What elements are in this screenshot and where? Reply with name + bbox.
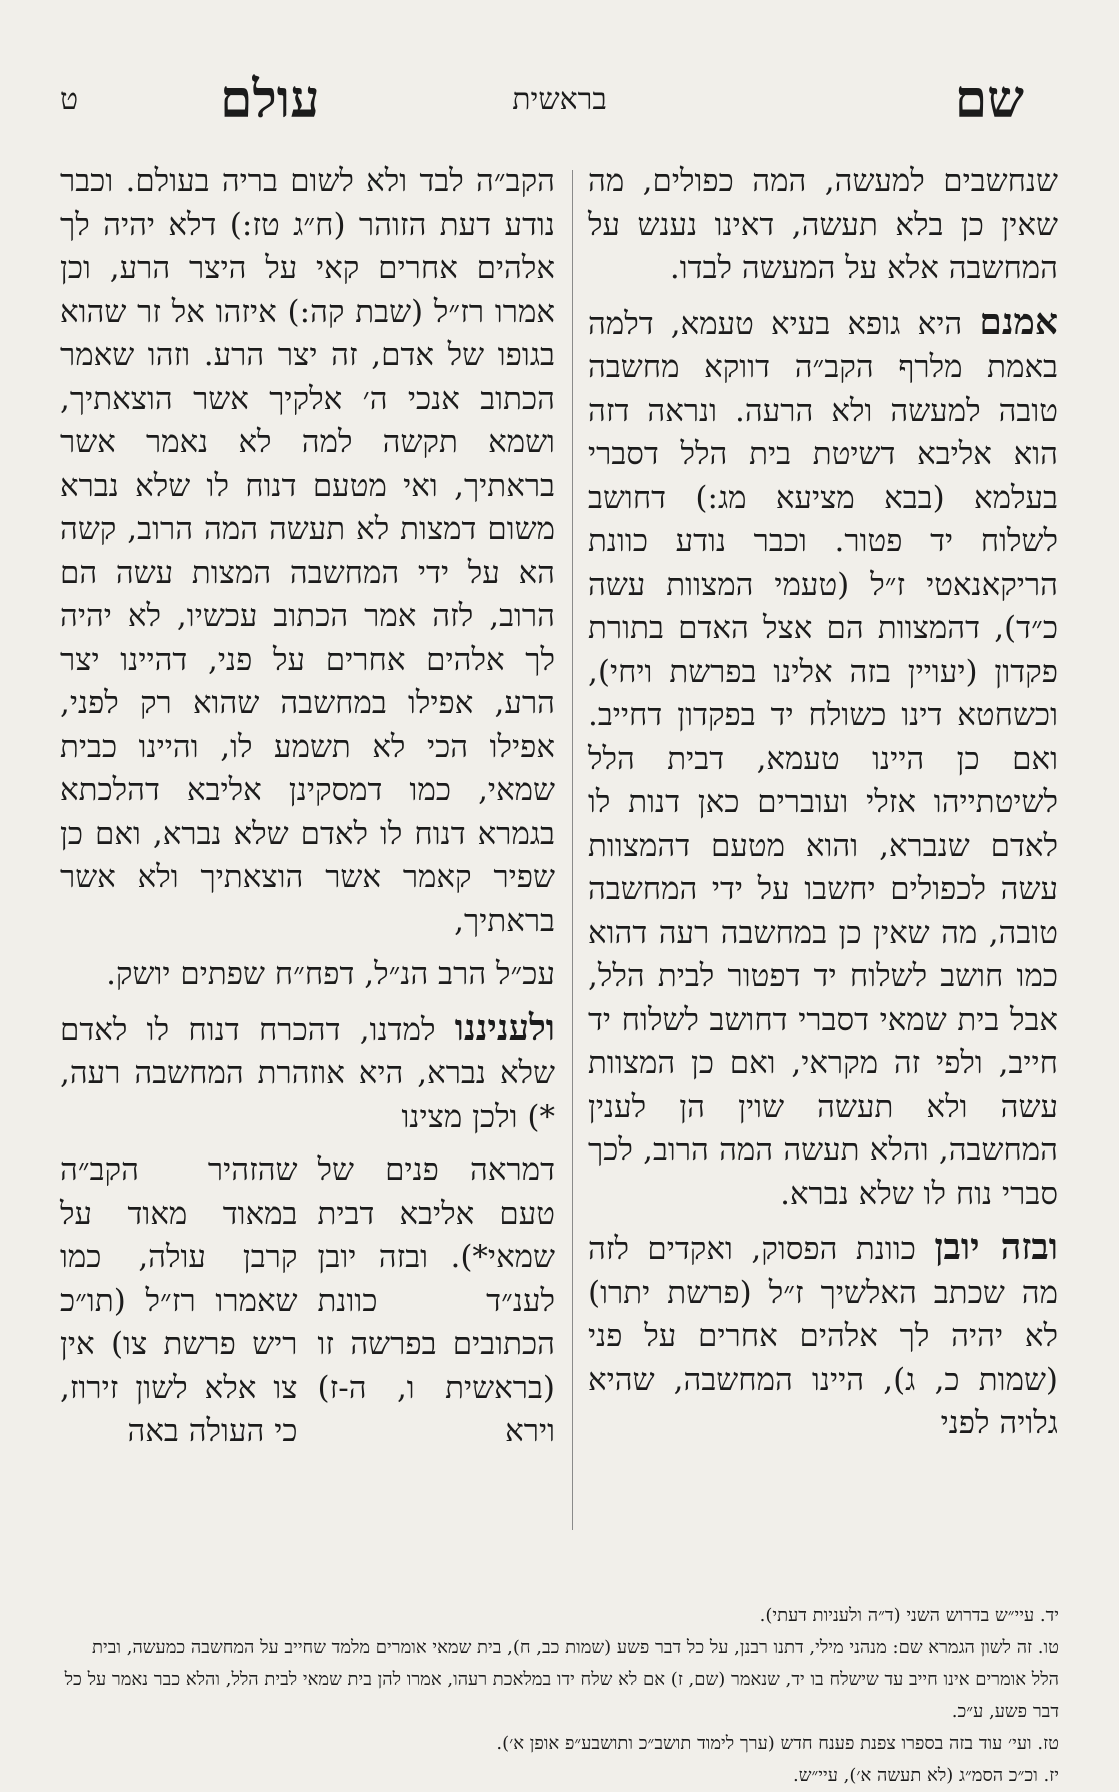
paragraph-lead-word: אמנם bbox=[979, 300, 1058, 343]
paragraph bbox=[588, 1226, 1058, 1446]
paragraph-closing: עכ״ל הרב הנ״ל, דפח״ח שפתים יושק. bbox=[106, 956, 555, 992]
paragraph bbox=[60, 1007, 555, 1140]
running-title-center: בראשית bbox=[512, 82, 607, 117]
left-text-column bbox=[60, 160, 555, 1454]
paragraph bbox=[588, 301, 1058, 1217]
paragraph: שנחשבים למעשה, המה כפולים, מה שאין כן בלא תעשה, דאינו נענש על המחשבה אלא על המעשה לבדו. bbox=[588, 163, 1058, 286]
subcolumn-right: דמראה פנים של טעם אליבא דבית שמאי*). ובזה יובן לענ״ד כוונת הכתובים בפרשה זו (בראשית ו, ה-ז) וירא bbox=[317, 1152, 555, 1449]
paragraph-text: היא גופא בעיא טעמא, דלמה באמת מלרף הקב״ה דווקא מחשבה טובה למעשה ולא הרעה. ונראה דזה הוא אליבא דשיטת בית הלל דסברי בעלמא (בבא מציעא מג:) דחושב לשלוח יד פטור. וכבר נודע כוונת הריקאנאטי ז״ל (טעמי המצוות עשה כ״ד), דהמצוות הם אצל האדם בתורת פקדון (יעויין בזה אלינו בפרשת ויחי), וכשחטא דינו כשולח יד בפקדון דחייב. ואם כן היינו טעמא, דבית הלל לשיטתייהו אזלי ועוברים כאן דנות לו לאדם שנברא, והוא מטעם דהמצוות עשה לכפולים יחשבו על ידי המחשבה טובה, מה שאין כן במחשבה רעה דהוא כמו חושב לשלוח יד דפטור לבית הלל, אבל בית שמאי דסברי דחושב לשלוח יד חייב, ולפי זה מקראי, ואם כן המצוות עשה ולא תעשה שוין הן לענין המחשבה, והלא תעשה המה הרוב, לכך סברי נוח לו שלא נברא. bbox=[588, 305, 1058, 1212]
running-title-left: עולם bbox=[220, 69, 320, 130]
paragraph: הקב״ה לבד ולא לשום בריה בעולם. וכבר נודע דעת הזוהר (ח״ג טז:) דלא יהיה לך אלהים אחרים קאי על היצר הרע, וכן אמרו רז״ל (שבת קה:) איזהו אל זר שהוא בגופו של אדם, זה יצר הרע. וזהו שאמר הכתוב אנכי ה׳ אלקיך אשר הוצאתיך, ושמא תקשה למה לא נאמר אשר בראתיך, ואי מטעם דנוח לו שלא נברא משום דמצות לא תעשה המה הרוב, קשה הא על ידי המחשבה המצות עשה הם הרוב, לזה אמר הכתוב עכשיו, לא יהיה לך אלהים אחרים על פני, דהיינו יצר הרע, אפילו במחשבה שהוא רק לפני, אפילו הכי לא תשמע לו, והיינו כבית שמאי, כמו דמסקינן אליבא דהלכתא בגמרא דנוח לו לאדם שלא נברא, ואם כן שפיר קאמר אשר הוצאתיך ולא אשר בראתיך, bbox=[60, 163, 555, 939]
paragraph-lead-word: ולעניננו bbox=[454, 1006, 555, 1049]
paragraph-lead-word: ובזה יובן bbox=[934, 1226, 1058, 1268]
footnote-yz: יז. וכ״כ הסמ״ג (לא תעשה א׳), עיי״ש. bbox=[792, 1765, 1059, 1786]
paragraph-text: כוונת הפסוק, ואקדים לזה מה שכתב האלשיך ז״ל (פרשת יתרו) לא יהיה לך אלהים אחרים על פני (שמות כ, ג), היינו המחשבה, שהיא גלויה לפני bbox=[588, 1231, 1058, 1441]
page-header bbox=[60, 70, 1059, 130]
paragraph-text: למדנו, דהכרח דנוח לו לאדם שלא נברא, היא אוזהרת המחשבה רעה, *) ולכן מצינו bbox=[60, 1011, 555, 1135]
right-text-column bbox=[588, 160, 1058, 1456]
footnote-yd: יד. עיי״ש בדרוש השני (ד״ה ולעניות דעתי). bbox=[759, 1605, 1059, 1626]
running-title-right: שם bbox=[954, 69, 1024, 130]
subcolumns bbox=[60, 1149, 555, 1454]
page-number: ט bbox=[60, 82, 79, 117]
footnotes bbox=[60, 1600, 1059, 1792]
footnote-tv: טו. זה לשון הגמרא שם: מנהני מילי, דתנו רבנן, על כל דבר פשע (שמות כב, ח), בית שמאי אומרים מלמד שחייב על המחשבה כמעשה, ובית הלל אומרים אינו חייב עד שישלח בו יד, שנאמר (שם, ז) אם לא שלח ידו במלאכת רעהו, אמרו להן בית שמאי לבית הלל, והלא כבר נאמר על כל דבר פשע, ע״כ. bbox=[64, 1637, 1059, 1722]
footnote-tz: טז. ועי׳ עוד בזה בספרו צפנת פענח חדש (ערך לימוד תושב״כ ותושבע״פ אופן א׳). bbox=[496, 1733, 1059, 1754]
column-divider bbox=[572, 170, 573, 1530]
subcolumn-left: שהזהיר הקב״ה במאוד מאוד על קרבן עולה, כמו שאמרו רז״ל (תו״כ ריש פרשת צו) אין צו אלא לשון זירוז, כי העולה באה bbox=[60, 1152, 298, 1449]
